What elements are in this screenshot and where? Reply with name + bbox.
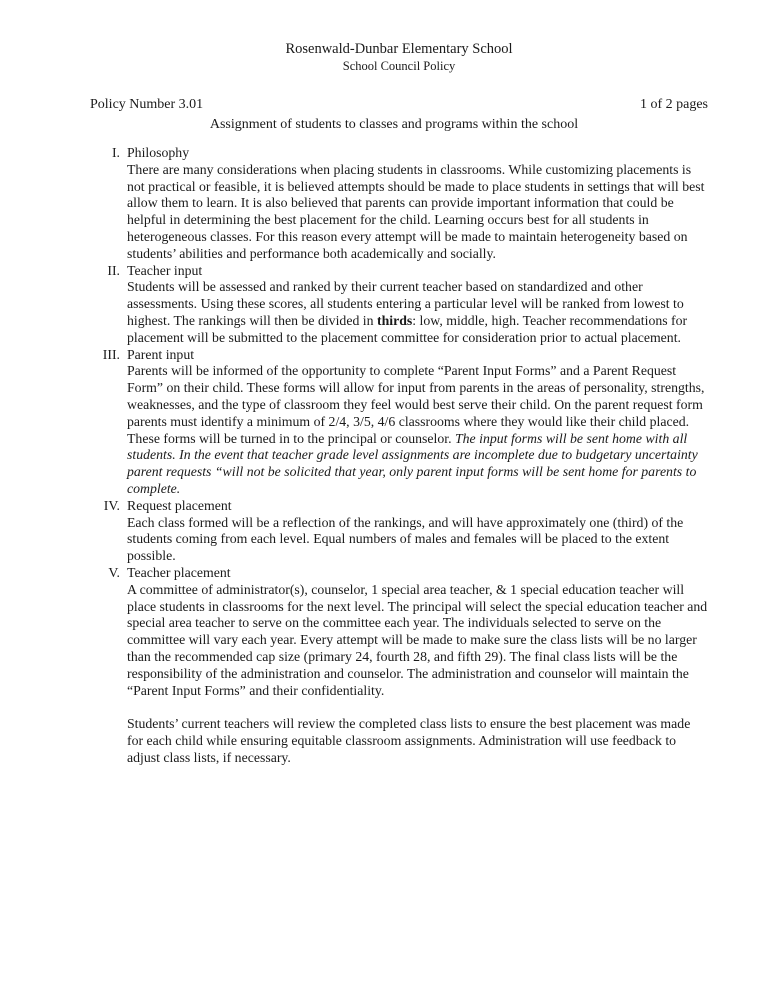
text-run: : low, middle, high. Teacher recommendations for placement will be submitted to the placement committee for consideration prior to actual placement.: [127, 312, 688, 345]
text-run: Students will be assessed and ranked by their current teacher based on standardized and other assessments. Using these scores, all students entering a particular level will be ranked from lowest to highest. The rankings will then be divided in: [127, 279, 684, 328]
policy-section: [90, 145, 708, 263]
policy-number: Policy Number 3.01: [90, 97, 204, 112]
text-run: Each class formed will be a reflection of the rankings, and will have approximately one (third) of the students coming from each level. Equal numbers of males and females will be placed to the extent possible.: [127, 514, 684, 564]
section-content: [120, 263, 708, 347]
section-title: Philosophy: [127, 145, 190, 160]
section-content: [120, 498, 708, 565]
school-name: Rosenwald-Dunbar Elementary School: [285, 41, 513, 57]
policy-section: [90, 263, 708, 347]
text-run: Students’ current teachers will review the completed class lists to ensure the best placement was made for each child while ensuring equitable classroom assignments. Administration will use feedback to adjust class lists, if necessary.: [127, 716, 691, 765]
section-paragraph: [127, 582, 708, 700]
section-numeral: IV.: [103, 497, 120, 513]
section-paragraph: [127, 279, 708, 346]
section-numeral: III.: [102, 346, 120, 362]
section-numeral: I.: [111, 145, 120, 160]
text-run: Parents will be informed of the opportunity to complete “Parent Input Forms” and a Parent Request Form” on their child. These forms will allow for input from parents in the areas of personality, strengths, weaknesses, and the type of classroom they feel would best serve their child. On the parent request form parents must identify a minimum of 2/4, 3/5, 4/6 classrooms where they would like their child placed. These forms will be turned in to the principal or counselor.: [127, 363, 705, 446]
policy-section: [90, 565, 708, 767]
policy-section: [90, 347, 708, 498]
section-numeral: V.: [108, 564, 120, 580]
section-title: Request placement: [127, 497, 232, 513]
section-title: Parent input: [127, 346, 195, 362]
section-numeral: II.: [107, 262, 120, 278]
section-title: Teacher input: [127, 262, 203, 278]
text-run: A committee of administrator(s), counselor, 1 special area teacher, & 1 special education teacher will place students in classrooms for the next level. The principal will select the special education teacher and special area teacher to serve on the committee each year. The individuals selected to serve on the committee will vary each year. Every attempt will be made to make sure the class lists will be no larger than the recommended cap size (primary 24, fourth 28, and fifth 29). The final class lists will be the responsibility of the administration and counselor. The administration and counselor will maintain the “Parent Input Forms” and their confidentiality.: [127, 581, 708, 698]
page-count: 1 of 2 pages: [639, 97, 708, 112]
text-run: There are many considerations when placing students in classrooms. While customizing placements is not practical or feasible, it is believed attempts should be made to place students in settings that will best allow them to learn. It is also believed that parents can provide important information that could be helpful in determining the best placement for the child. Learning occurs best for all students in heterogeneous classes. For this reason every attempt will be made to maintain heterogeneity based on students’ abilities and performance both academically and socially.: [127, 161, 705, 261]
text-run: thirds: [376, 312, 413, 328]
section-paragraph: [127, 716, 708, 766]
document-subtitle: School Council Policy: [342, 59, 456, 73]
text-run: The input forms will be sent home with all students. In the event that teacher grade level assignments are incomplete due to budgetary uncertainty parent requests “will not be solicited that year, only parent input forms will be sent home for parents to complete.: [127, 430, 698, 496]
section-content: [120, 565, 708, 767]
policy-meta-row: [90, 96, 708, 114]
section-paragraph: [127, 162, 708, 263]
section-paragraph: [127, 515, 708, 565]
section-content: [120, 347, 708, 498]
sections: [90, 145, 708, 767]
section-content: [120, 145, 708, 263]
document-title: Assignment of students to classes and programs within the school: [209, 117, 579, 132]
section-title: Teacher placement: [127, 564, 231, 580]
policy-section: [90, 498, 708, 565]
section-paragraph: [127, 363, 708, 497]
